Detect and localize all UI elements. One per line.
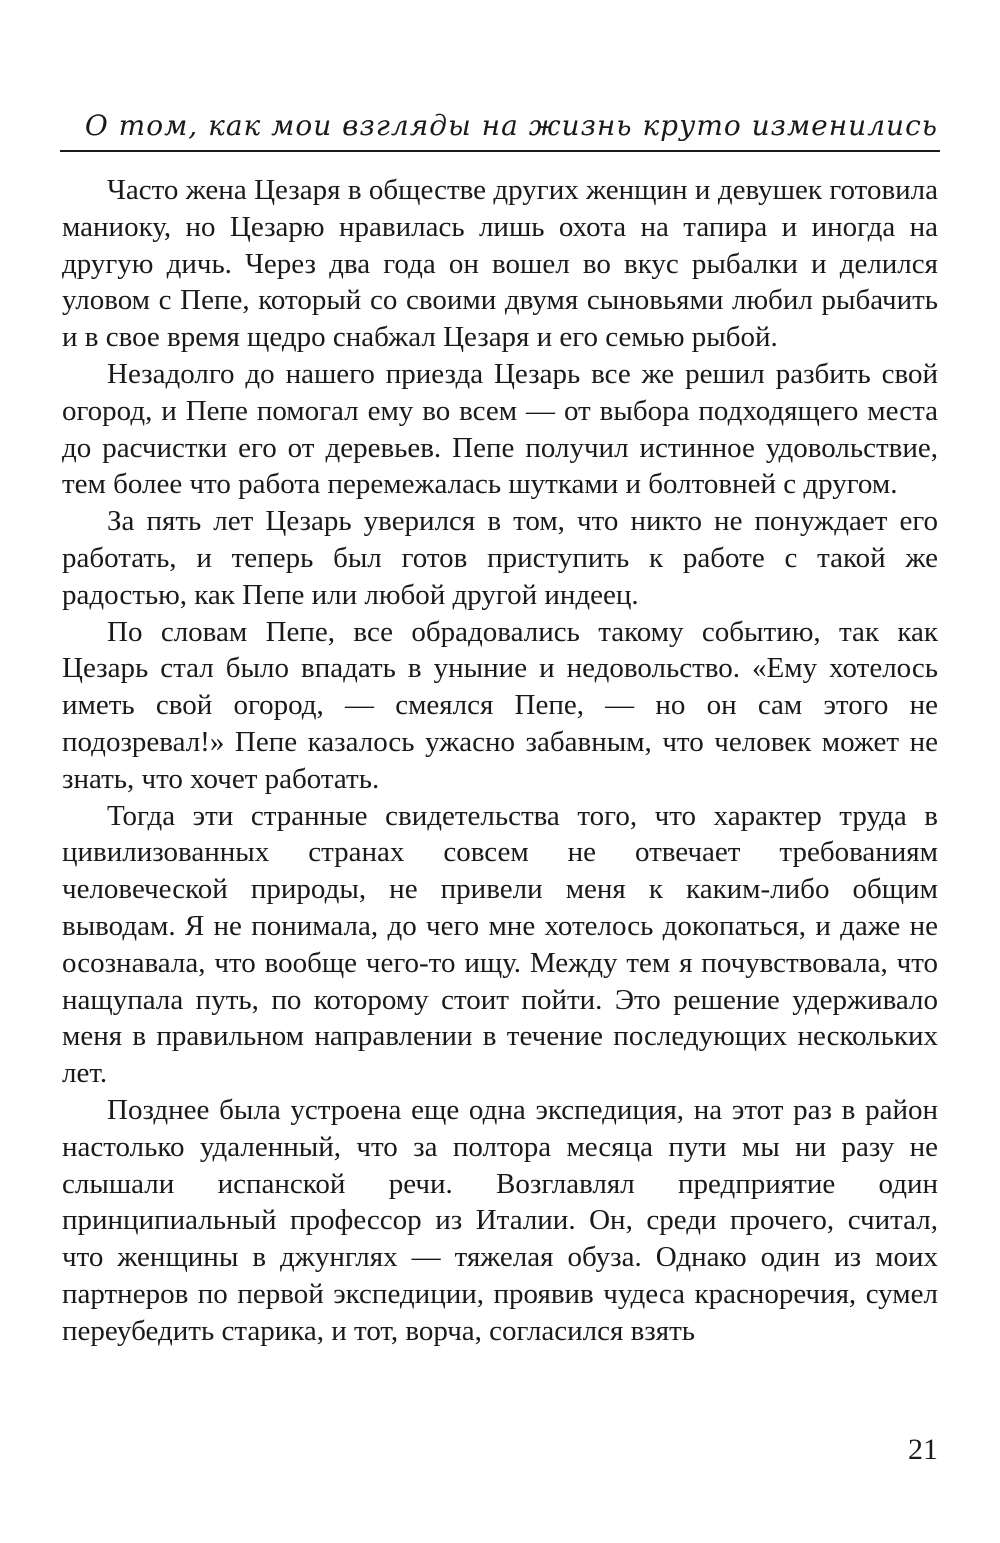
paragraph: Тогда эти странные свидетельства того, что характер труда в цивилизованных странах совсем не отвечает требованиям человеческой природы, не привели меня к каким-либо общим выводам. Я не понимала, до чего мне хотелось докопаться, и даже не осознавала, что вообще чего-то ищу. Между тем я почувствовала, что нащупала путь, по которому стоит пойти. Это решение удерживало меня в правильном направлении в течение последующих нескольких лет. xyxy=(62,799,938,1090)
paragraph: Позднее была устроена еще одна экспедиция, на этот раз в район настолько удаленный, что за полтора месяца пути мы ни разу не слышали испанской речи. Возглавлял предприятие один принципиальный профессор из Италии. Он, среди прочего, считал, что женщины в джунглях — тяжелая обуза. Однако один из моих партнеров по первой экспедиции, проявив чудеса красноречия, сумел переубедить старика, и тот, ворча, согласился взять xyxy=(62,1093,938,1347)
paragraph: За пять лет Цезарь уверился в том, что никто не понуждает его работать, и теперь был готов приступить к работе с такой же радостью, как Пепе или любой другой индеец. xyxy=(62,505,938,611)
body-text xyxy=(62,172,938,1350)
running-header: О том, как мои взгляды на жизнь круто изменились xyxy=(84,109,938,142)
paragraph: Часто жена Цезаря в обществе других женщин и девушек готовила маниоку, но Цезарю нравилась лишь охота на тапира и иногда на другую дичь. Через два года он вошел во вкус рыбалки и делился уловом с Пепе, который со своими двумя сыновьями любил рыбачить и в свое время щедро снабжал Цезаря и его семью рыбой. xyxy=(62,174,938,354)
page-number: 21 xyxy=(908,1433,938,1466)
paragraph: По словам Пепе, все обрадовались такому событию, так как Цезарь стал было впадать в уныние и недовольство. «Ему хотелось иметь свой огород, — смеялся Пепе, — но он сам этого не подозревал!» Пепе казалось ужасно забавным, что человек может не знать, что хочет работать. xyxy=(62,615,938,795)
header-rule xyxy=(60,150,940,152)
paragraph: Незадолго до нашего приезда Цезарь все же решил разбить свой огород, и Пепе помогал ему во всем — от выбора подходящего места до расчистки его от деревьев. Пепе получил истинное удовольствие, тем более что работа перемежалась шутками и болтовней с другом. xyxy=(62,357,938,501)
